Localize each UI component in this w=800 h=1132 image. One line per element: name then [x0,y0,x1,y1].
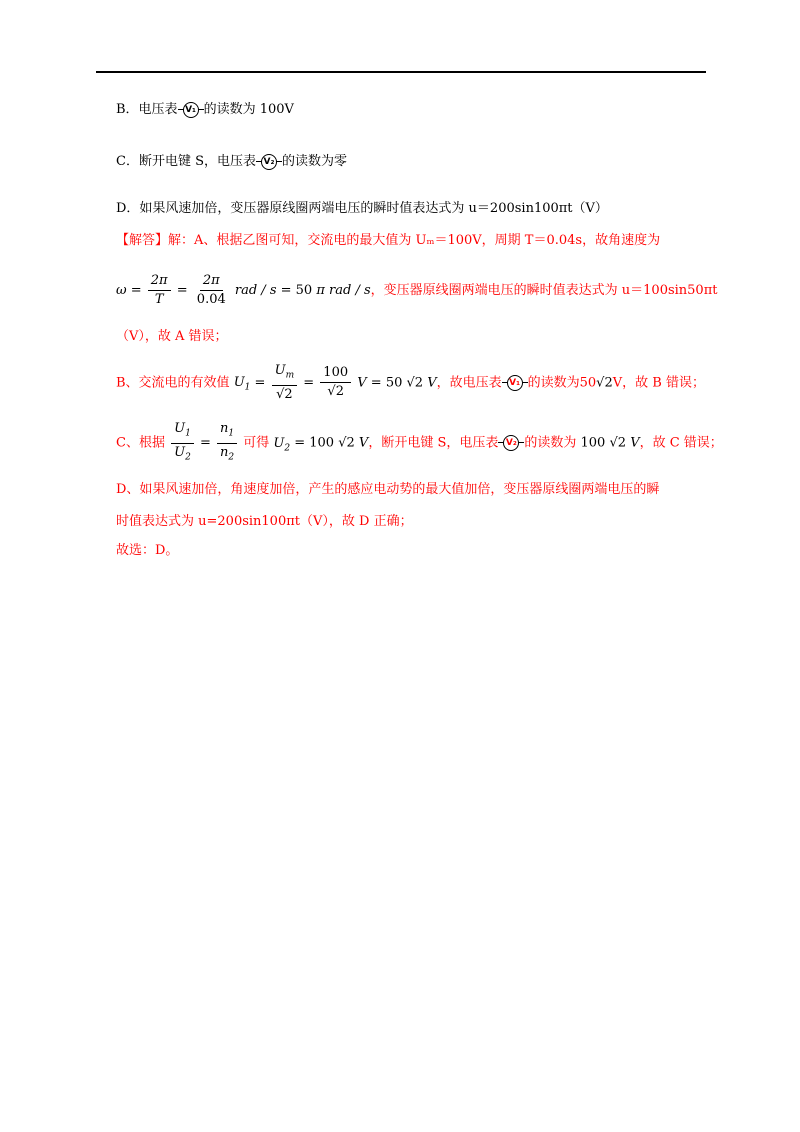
frac-100: 100 [320,364,351,383]
c-eq1: = [199,435,211,451]
frac-num: 2π [148,272,171,291]
option-b [116,100,294,120]
answer-b-line [116,362,705,404]
answer-a-text2: ，变压器原线圈两端电压的瞬时值表达式为 u＝100sin50πt [370,283,718,298]
fraction-2pi-over-T [148,272,171,309]
voltmeter-v1-label: V₁ [183,102,199,118]
c-volt2: V [630,435,640,451]
answer-a-line2 [116,272,717,309]
fraction-um-over-root2 [272,362,298,404]
answer-d-line2: 时值表达式为 u=200sin100πt（V），故 D 正确； [116,514,413,529]
answer-b-mid: ，故电压表 [436,375,502,391]
answer-b-pre: B、交流电的有效值 [116,375,230,391]
b-eq50: = 50 [370,375,403,391]
pi-rad-per-s: π rad / s [316,283,371,298]
frac-num-2: 2π [200,272,223,291]
b-eq2: = [303,375,315,391]
frac-u1: $U_1$ [171,420,194,444]
option-c-suffix: 的读数为零 [282,154,348,169]
b-eq1: = [254,375,266,391]
answer-c-mid2: ，断开电键 S，电压表 [368,435,499,451]
fraction-2pi-over-004 [194,272,229,309]
option-d: D．如果风速加倍，变压器原线圈两端电压的瞬时值表达式为 u＝200sin100πt（V） [116,201,608,216]
voltmeter-v1-icon-b [502,374,528,392]
u2-symbol: $U_2$ [273,435,291,454]
equals-sign: = [176,283,188,298]
c-root2-b: √2 [609,435,627,451]
frac-root2: √2 [276,386,293,402]
header-rule [96,71,706,73]
answer-a-text1: 解：A、根据乙图可知，交流电的最大值为 Uₘ＝100V，周期 T＝0.04s，故角速度为 [168,233,661,248]
b-volt: V [357,375,367,391]
frac-n2: $n_2$ [219,444,235,463]
c-eq100: = 100 [294,435,335,451]
c-100: 100 [580,435,606,451]
answer-c-pre: C、根据 [116,435,165,451]
b-volt2: V [427,375,437,391]
option-c-prefix: C．断开电键 S，电压表 [116,154,256,169]
voltmeter-v2-icon [256,153,282,171]
frac-den-2: 0.04 [196,292,226,307]
voltmeter-v1-icon [178,101,204,119]
c-root2: √2 [338,435,355,451]
answer-c-mid3: 的读数为 [524,435,577,451]
option-b-suffix: 的读数为 100V [203,102,294,117]
conclusion: 故选：D。 [116,543,179,558]
voltmeter-v2-icon-c [498,434,524,452]
option-c [116,152,347,172]
fraction-n1-over-n2 [217,420,237,466]
u1-symbol: $U_1$ [233,375,251,393]
answer-c-post: ，故 C 错误； [639,435,723,451]
frac-u2: $U_2$ [174,444,191,463]
answer-a-line3: （V），故 A 错误； [116,329,228,344]
fraction-u1-over-u2 [171,420,194,466]
rad-per-s: rad / s [234,283,277,298]
option-b-prefix: B．电压表 [116,102,178,117]
voltmeter-v2-label-c: V₂ [503,435,519,451]
answer-a-line1 [116,231,660,251]
answer-c-mid1: 可得 [243,435,270,451]
answer-b-post2: V，故 B 错误； [612,375,705,391]
frac-root2-b: √2 [327,384,344,400]
fraction-100-over-root2 [320,364,351,401]
omega-eq: ω = [116,283,142,298]
answer-b-post: 的读数为50 [527,375,597,391]
answer-d-line1: D、如果风速加倍，角速度加倍，产生的感应电动势的最大值加倍，变压器原线圈两端电压的瞬 [116,482,660,497]
eq-50: = 50 [280,283,313,298]
b-root2: √2 [406,375,424,391]
voltmeter-v1-label-b: V₁ [507,375,523,391]
c-volt: V [358,435,369,451]
frac-n1: $n_1$ [217,420,237,444]
answer-tag: 【解答】 [116,233,169,248]
frac-den: T [154,292,164,307]
answer-c-line [116,420,723,466]
frac-um: $U_m$ [272,362,298,386]
voltmeter-v2-label: V₂ [261,154,277,170]
b-root2-c: √2 [596,375,613,391]
